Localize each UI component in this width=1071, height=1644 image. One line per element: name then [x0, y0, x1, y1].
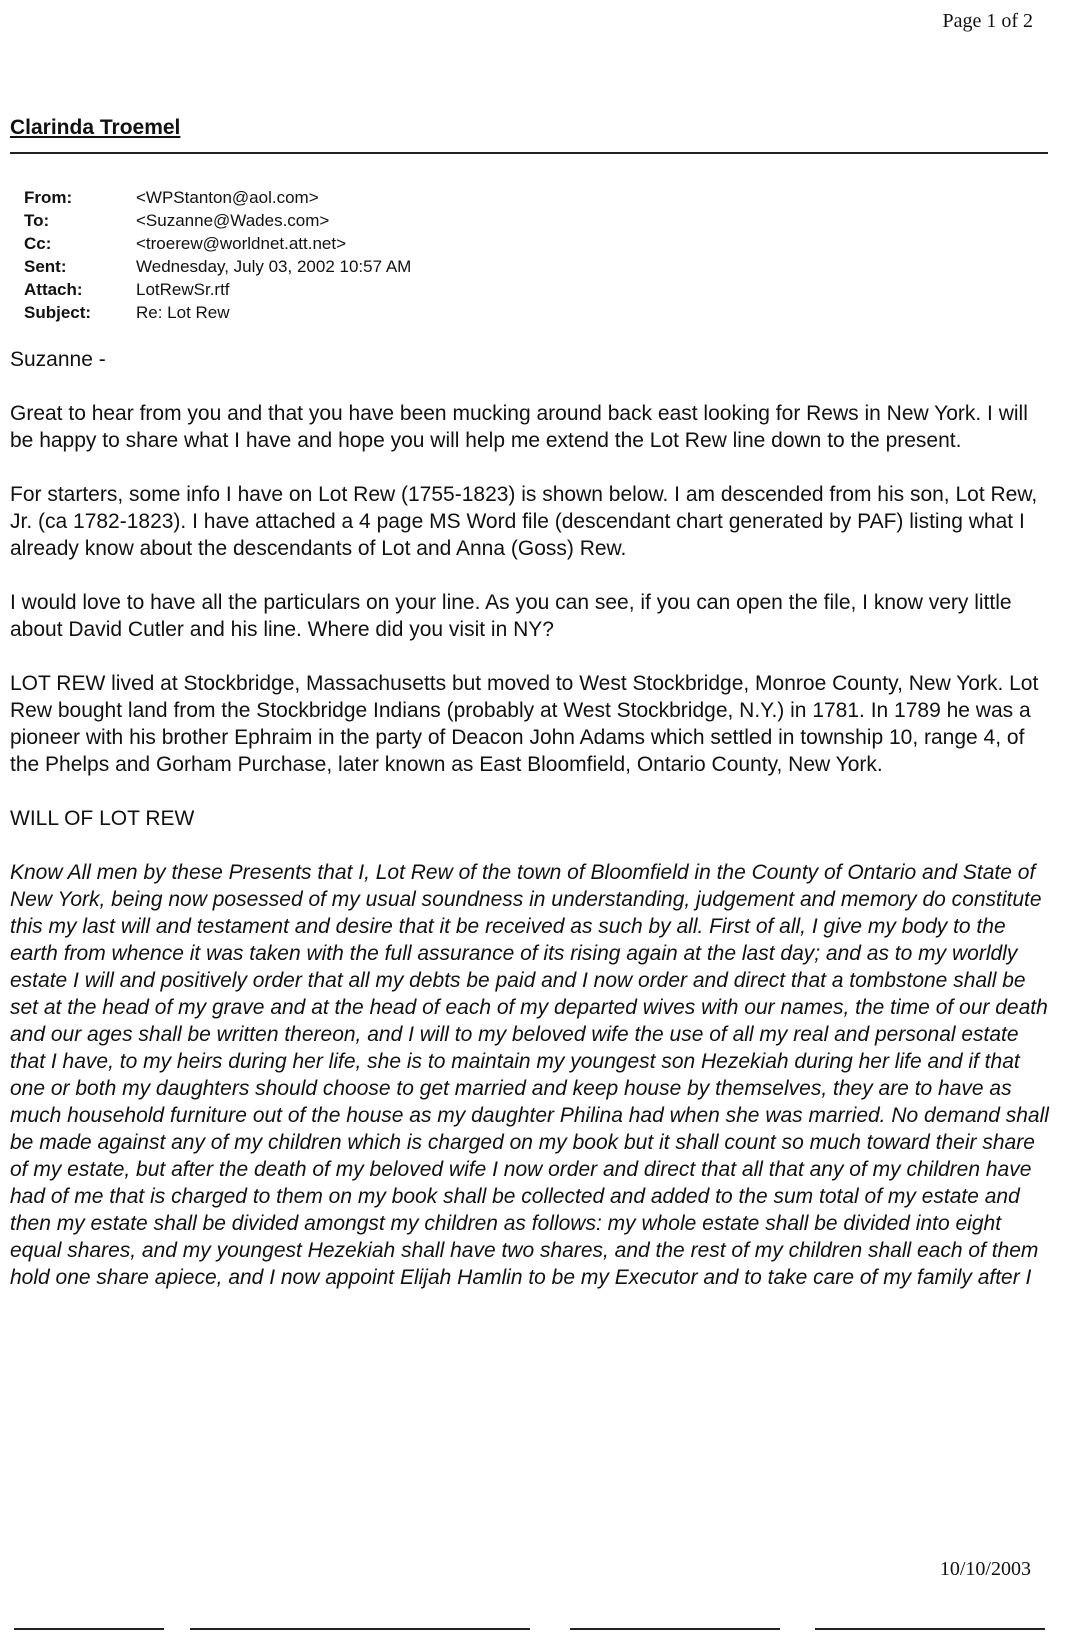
body-paragraph: I would love to have all the particulars on your line. As you can see, if you can open the file, I know very little about David Cutler and his line. Where did you visit in NY?	[10, 591, 1012, 641]
to-address: <Suzanne@Wades.com>	[136, 211, 330, 230]
print-date: 10/10/2003	[939, 1558, 1031, 1580]
greeting: Suzanne -	[10, 348, 106, 371]
attachment-name: LotRewSr.rtf	[136, 280, 230, 299]
body-paragraph: Great to hear from you and that you have been mucking around back east looking for Rews in New York. I will be happy to share what I have and hope you will help me extend the Lot Rew line down to the present.	[10, 402, 1028, 452]
header-row-cc	[24, 232, 411, 255]
body-paragraph: For starters, some info I have on Lot Rew (1755-1823) is shown below. I am descended from his son, Lot Rew, Jr. (ca 1782-1823). I have attached a 4 page MS Word file (descendant chart generated by PAF) listing what I already know about the descendants of Lot and Anna (Goss) Rew.	[10, 483, 1038, 560]
header-row-to	[24, 209, 411, 232]
body-paragraph: LOT REW lived at Stockbridge, Massachusetts but moved to West Stockbridge, Monroe County, New York. Lot Rew bought land from the Stockbridge Indians (probably at West Stockbridge, N.Y.) in 1781. In 1789 he was a pioneer with his brother Ephraim in the party of Deacon John Adams which settled in township 10, range 4, of the Phelps and Gorham Purchase, later known as East Bloomfield, Ontario County, New York.	[10, 672, 1039, 776]
will-heading: WILL OF LOT REW	[10, 807, 195, 830]
header-row-sent	[24, 255, 411, 278]
header-label: Attach:	[24, 280, 83, 299]
header-label: Sent:	[24, 257, 67, 276]
header-label: Cc:	[24, 234, 52, 253]
header-label: Subject:	[24, 303, 92, 322]
header-label: From:	[24, 188, 73, 207]
scan-line	[570, 1628, 780, 1630]
header-row-attach	[24, 278, 411, 301]
page-number-label: Page 1 of 2	[942, 10, 1033, 32]
sent-date: Wednesday, July 03, 2002 10:57 AM	[136, 257, 412, 276]
header-label: To:	[24, 211, 50, 230]
from-address: <WPStanton@aol.com>	[136, 188, 319, 207]
header-row-from	[24, 186, 411, 209]
scan-line	[190, 1628, 530, 1630]
bottom-scan-lines	[0, 1628, 1071, 1630]
header-divider	[10, 152, 1048, 154]
scan-line	[815, 1628, 1045, 1630]
will-text: Know All men by these Presents that I, Lot Rew of the town of Bloomfield in the County of Ontario and State of New York, being now posessed of my usual soundness in understanding, judgement and memory do constitute this my last will and testament and desire that it be received as such by all. First of all, I give my body to the earth from whence it was taken with the full assurance of its rising again at the last day; and as to my worldly estate I will and positively order that all my debts be paid and I now order and direct that a tombstone shall be set at the head of my grave and at the head of each of my departed wives with our names, the time of our death and our ages shall be written thereon, and I will to my beloved wife the use of all my real and personal estate that I have, to my heirs during her life, she is to maintain my youngest son Hezekiah during her life and if that one or both my daughters should choose to get married and keep house by themselves, they are to have as much household furniture out of the house as my daughter Philina had when she was married. No demand shall be made against any of my children which is charged on my book but it shall count so much toward their share of my estate, but after the death of my beloved wife I now order and direct that all that any of my children have had of me that is charged to them on my book shall be collected and added to the sum total of my estate and then my estate shall be divided amongst my children as follows: my whole estate shall be divided into eight equal shares, and my youngest Hezekiah shall have two shares, and the rest of my children shall each of them hold one share apiece, and I now appoint Elijah Hamlin to be my Executor and to take care of my family after I	[10, 861, 1049, 1289]
scan-line	[14, 1628, 164, 1630]
email-header-block	[24, 186, 411, 324]
header-row-subject	[24, 301, 411, 324]
email-body	[10, 346, 1050, 1291]
subject-line: Re: Lot Rew	[136, 303, 230, 322]
cc-address: <troerew@worldnet.att.net>	[136, 234, 347, 253]
mailbox-owner-name: Clarinda Troemel	[10, 116, 181, 139]
